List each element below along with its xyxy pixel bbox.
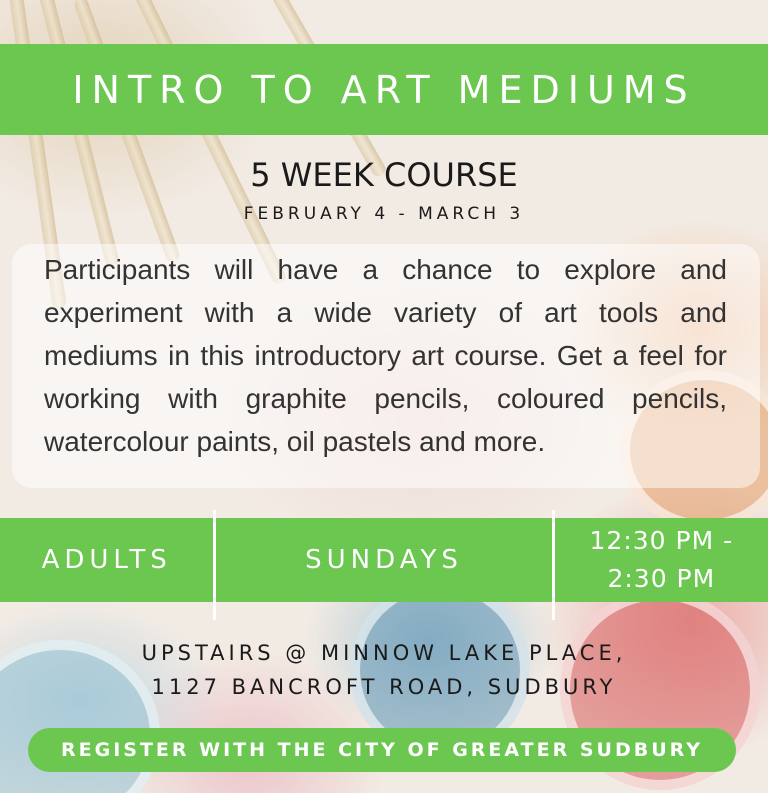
- paintbrush-decoration: [126, 0, 288, 286]
- page-title: INTRO TO ART MEDIUMS: [72, 67, 696, 112]
- address-line-2: 1127 BANCROFT ROAD, SUDBURY: [151, 675, 617, 699]
- course-dates: FEBRUARY 4 - MARCH 3: [243, 204, 525, 224]
- schedule-bar: [0, 518, 768, 602]
- title-banner: [0, 44, 768, 135]
- day-label: SUNDAYS: [305, 545, 463, 575]
- course-length-heading: 5 WEEK COURSE: [250, 156, 518, 194]
- time-start: 12:30 PM -: [589, 526, 734, 555]
- time-label: [555, 518, 768, 602]
- time-end: 2:30 PM: [607, 564, 716, 593]
- audience-label: ADULTS: [41, 545, 172, 575]
- course-description: Participants will have a chance to explore and experiment with a wide variety of art tools and mediums in this introductory art course. Get a feel for working with graphite pencils, coloured pencils, watercolour paints, oil pastels and more.: [44, 254, 727, 457]
- register-button[interactable]: REGISTER WITH THE CITY OF GREATER SUDBURY: [28, 728, 736, 772]
- address-line-1: UPSTAIRS @ MINNOW LAKE PLACE,: [141, 641, 627, 665]
- location-address: [0, 636, 768, 704]
